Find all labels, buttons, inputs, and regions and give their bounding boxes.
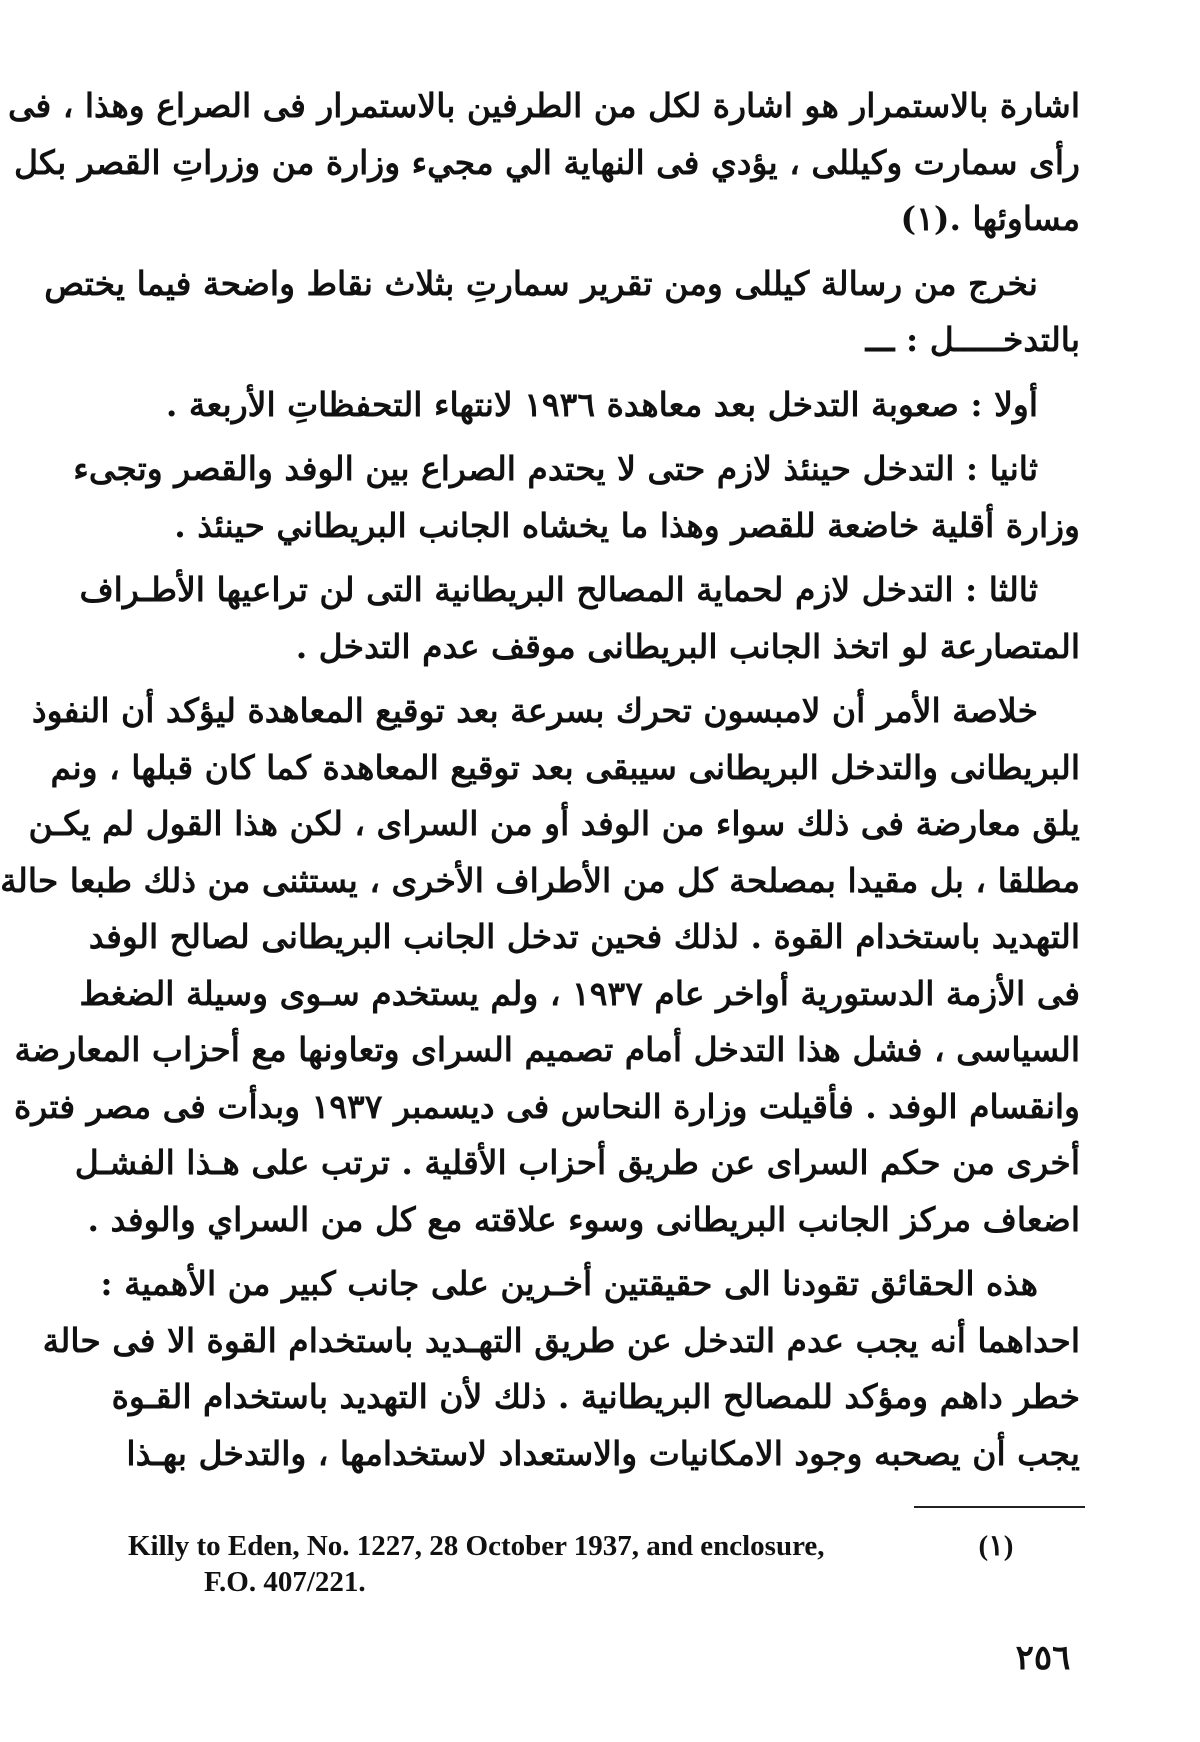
footnote-citation-line: Killy to Eden, No. 1227, 28 October 1937, and enclosure, <box>128 1530 825 1562</box>
text-line: رأى سمارت وكيللى ، يؤدي فى النهاية الي مجيء وزارة من وزراتِ القصر بكل <box>13 142 1080 182</box>
paragraph <box>118 377 1080 434</box>
text-line: فى الأزمة الدستورية أواخر عام ١٩٣٧ ، ولم يستخدم سـوى وسيلة الضغط <box>79 973 1080 1013</box>
text-line: أولا : صعوبة التدخل بعد معاهدة ١٩٣٦ لانتهاء التحفظاتِ الأربعة . <box>165 384 1038 424</box>
text-line: احداهما أنه يجب عدم التدخل عن طريق التهـديد باستخدام القوة الا فى حالة <box>42 1320 1080 1360</box>
text-line: بالتدخـــــل : ـــ <box>865 320 1080 359</box>
paragraph <box>0 683 1080 1248</box>
footnote-separator <box>914 1506 1085 1508</box>
text-line: خلاصة الأمر أن لامبسون تحرك بسرعة بعد توقيع المعاهدة ليؤكد أن النفوذ <box>31 691 1038 730</box>
paragraph <box>79 562 1080 675</box>
body-text <box>0 78 1080 1490</box>
paragraph <box>73 441 1080 554</box>
text-line: يجب أن يصحبه وجود الامكانيات والاستعداد لاستخدامها ، والتدخل بهـذا <box>126 1433 1080 1473</box>
text-line: نخرج من رسالة كيللى ومن تقرير سمارتِ بثلاث نقاط واضحة فيما يختص <box>44 263 1038 303</box>
text-line: اشارة بالاستمرار هو اشارة لكل من الطرفين بالاستمرار فى الصراع وهذا ، فى <box>7 86 1080 125</box>
text-line: ثانيا : التدخل حينئذ لازم حتى لا يحتدم الصراع بين الوفد والقصر وتجىء <box>73 449 1038 488</box>
text-line: التهديد باستخدام القوة . لذلك فحين تدخل الجانب البريطانى لصالح الوفد <box>88 917 1080 956</box>
paragraph <box>44 256 1080 369</box>
text-line: هذه الحقائق تقودنا الى حقيقتين أخـرين على جانب كبير من الأهمية : <box>100 1264 1038 1303</box>
text-line: ثالثا : التدخل لازم لحماية المصالح البريطانية التى لن تراعيها الأطـراف <box>79 570 1038 609</box>
footnote <box>128 1528 1088 1600</box>
text-line: وزارة أقلية خاضعة للقصر وهذا ما يخشاه الجانب البريطاني حينئذ . <box>174 505 1080 545</box>
paragraph <box>7 78 1080 248</box>
text-line: يلق معارضة فى ذلك سواء من الوفد أو من السراى ، لكن هذا القول لم يكـن <box>28 804 1080 843</box>
footnote-marker: (١) <box>978 1530 1014 1562</box>
text-line: اضعاف مركز الجانب البريطانى وسوء علاقته مع كل من السراي والوفد . <box>87 1199 1080 1239</box>
text-line: أخرى من حكم السراى عن طريق أحزاب الأقلية . ترتب على هـذا الفشـل <box>74 1143 1080 1182</box>
text-line: السياسى ، فشل هذا التدخل أمام تصميم السراى وتعاونها مع أحزاب المعارضة <box>14 1030 1080 1069</box>
text-line: مطلقا ، بل مقيدا بمصلحة كل من الأطراف الأخرى ، يستثنى من ذلك طبعا حالة <box>0 860 1080 900</box>
text-line: خطر داهم ومؤكد للمصالح البريطانية . ذلك لأن التهديد باستخدام القـوة <box>111 1377 1080 1416</box>
text-line: وانقسام الوفد . فأقيلت وزارة النحاس فى ديسمبر ١٩٣٧ وبدأت فى مصر فترة <box>13 1086 1080 1126</box>
text-line: البريطانى والتدخل البريطانى سيبقى بعد توقيع المعاهدة كما كان قبلها ، ونم <box>50 747 1080 787</box>
text-line: المتصارعة لو اتخذ الجانب البريطانى موقف عدم التدخل . <box>295 626 1080 666</box>
text-line: مساوئها .(١) <box>900 199 1080 238</box>
page-number: ٢٥٦ <box>1015 1638 1071 1678</box>
footnote-citation-line: F.O. 407/221. <box>204 1566 366 1598</box>
paragraph <box>42 1256 1080 1482</box>
